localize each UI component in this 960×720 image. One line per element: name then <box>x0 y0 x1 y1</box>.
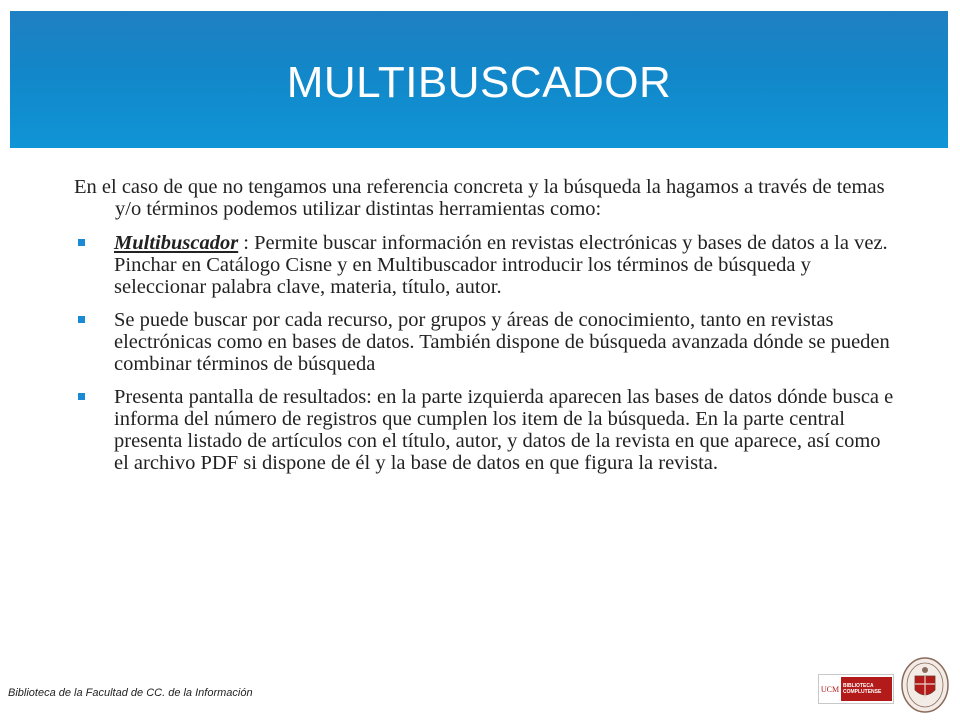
logo-line-2: COMPLUTENSE <box>843 689 882 695</box>
square-bullet-icon <box>78 239 85 246</box>
intro-paragraph: En el caso de que no tengamos una referencia concreta y la búsqueda la hagamos a través de temas y/o términos podemos utilizar distintas herramientas como: <box>74 176 885 220</box>
bullet-text: Se puede buscar por cada recurso, por grupos y áreas de conocimiento, tanto en revistas electrónicas como en bases de datos. También dispone de búsqueda avanzada dónde se pueden combinar términos de búsqueda <box>114 309 890 375</box>
bullet-item <box>74 232 894 298</box>
slide-title: MULTIBUSCADOR <box>286 57 672 107</box>
footer-text: Biblioteca de la Facultad de CC. de la Información <box>8 687 253 699</box>
multibuscador-term: Multibuscador <box>114 232 239 254</box>
bullet-text: : Permite buscar información en revistas electrónicas y bases de datos a la vez. Pinchar en Catálogo Cisne y en Multibuscador introducir los términos de búsqueda y seleccionar palabra clave, materia, título, autor. <box>114 232 888 298</box>
square-bullet-icon <box>78 393 85 400</box>
biblioteca-complutense-logo <box>818 674 894 704</box>
bullet-item <box>74 386 894 474</box>
bullet-item <box>74 309 894 375</box>
square-bullet-icon <box>78 316 85 323</box>
bullet-list <box>74 232 894 474</box>
bullet-text: Presenta pantalla de resultados: en la parte izquierda aparecen las bases de datos dónde busca e informa del número de registros que cumplen los item de la búsqueda. En la parte central presenta listado de artículos con el título, autor, y datos de la revista en que aparece, así como el archivo PDF si dispone de él y la base de datos en que figura la revista. <box>114 386 894 474</box>
slide-content <box>74 176 894 485</box>
logo-red-block <box>841 677 892 701</box>
title-banner <box>10 11 948 148</box>
university-seal-icon <box>900 656 950 714</box>
logo-line-1: BIBLIOTECA <box>843 683 874 689</box>
ucm-logo-text: UCM <box>820 684 840 694</box>
